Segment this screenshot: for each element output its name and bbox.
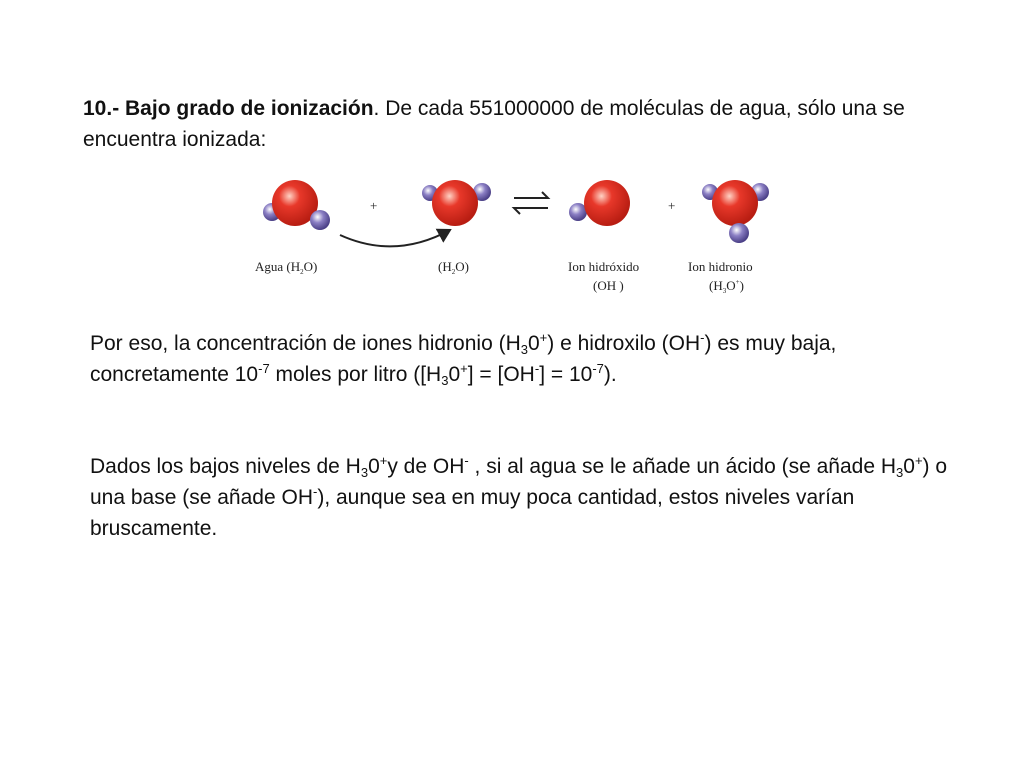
label-hydronium-name: Ion hidronio [688,259,753,274]
oxygen-atom [712,180,758,226]
levels-paragraph [90,451,950,544]
subscript: 3 [520,342,528,357]
superscript: + [379,453,388,468]
oxygen-atom [432,180,478,226]
label-hydroxide-formula: (OH ) [593,278,624,293]
concentration-paragraph [90,328,950,390]
label-hydronium-formula: $(H_3O^+)$ [709,278,744,295]
hydronium-ion [702,180,769,243]
text: ] = [OH [467,363,535,386]
text: Por eso, la concentración de iones hidronio (H [90,332,521,355]
text: ), aunque sea en muy poca cantidad, estos niveles varían bruscamente. [90,486,855,540]
heading-rest: . De cada 551000000 de moléculas de agua, sólo una se encuentra ionizada: [83,97,905,151]
superscript: - [700,330,705,345]
slide-heading [83,93,953,155]
curved-arrow-icon [340,230,450,246]
subscript: 3 [360,465,369,480]
superscript: + [914,453,923,468]
ionization-diagram [250,170,790,305]
text: moles por litro ([H [269,363,442,386]
text: 0 [368,455,380,478]
equilibrium-arrows-icon [514,192,548,214]
plus-sign-2: + [668,198,676,213]
superscript: -7 [258,361,270,376]
superscript: - [312,484,318,499]
hydrogen-atom [729,223,749,243]
subscript: 3 [896,465,904,480]
text: 0 [903,455,915,478]
text: ] = 10 [539,363,593,386]
superscript: - [464,453,469,468]
text: , si al agua se le añade un ácido (se añade H [468,455,897,478]
superscript: + [539,330,548,345]
water-molecule [263,180,330,230]
text: ). [603,363,617,386]
text: y de OH [387,455,465,478]
text: 0 [448,363,461,386]
hydrogen-atom [310,210,330,230]
water-ionization-figure [250,170,790,305]
label-water-2: $(H_2O)$ [438,259,469,276]
label-hydroxide-name: Ion hidróxido [568,259,640,274]
text: ) o una base (se añade OH [90,455,948,509]
heading-bold: 10.- Bajo grado de ionización [83,97,374,120]
superscript: - [534,361,540,376]
text: 0 [527,332,540,355]
hydroxide-ion [569,180,630,226]
plus-sign: + [370,198,378,213]
text: Dados los bajos niveles de H [90,455,361,478]
text: ) e hidroxilo (OH [547,332,701,355]
subscript: 3 [441,373,449,388]
label-water: Agua $(H_2O)$ [255,259,318,276]
superscript: + [460,361,468,376]
superscript: -7 [592,361,604,376]
text: ) es muy baja, concretamente 10 [90,332,837,386]
oxygen-atom [584,180,630,226]
water-molecule-2 [422,180,491,226]
